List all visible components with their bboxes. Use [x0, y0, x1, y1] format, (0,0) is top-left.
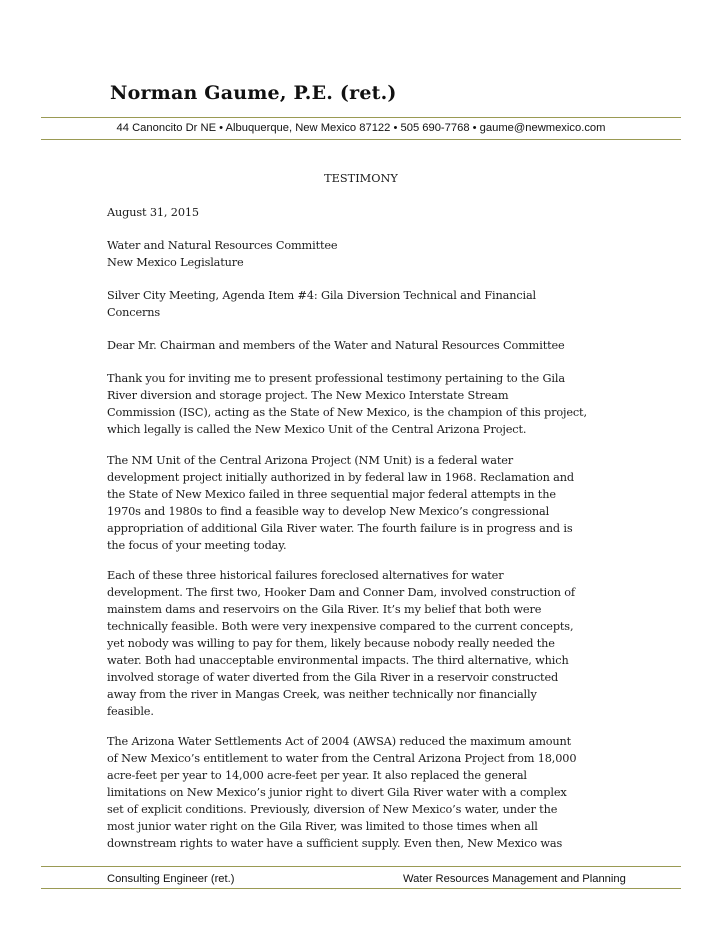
paragraph-line: The Arizona Water Settlements Act of 2004 (AWSA) reduced the maximum amount	[107, 735, 572, 748]
paragraph-line: feasible.	[107, 705, 154, 718]
subject-block	[107, 287, 627, 321]
paragraph-line: The NM Unit of the Central Arizona Project (NM Unit) is a federal water	[107, 454, 514, 467]
paragraph-line: away from the river in Mangas Creek, was neither technically nor financially	[107, 688, 537, 701]
letterhead-top-rule	[41, 117, 681, 118]
paragraph-line: Each of these three historical failures foreclosed alternatives for water	[107, 569, 504, 582]
paragraph-line: technically feasible. Both were very inexpensive compared to the current concepts,	[107, 620, 574, 633]
paragraph-line: downstream rights to water have a sufficient supply. Even then, New Mexico was	[107, 837, 563, 850]
letterhead-bottom-rule	[41, 139, 681, 140]
paragraph-line: involved storage of water diverted from the Gila River in a reservoir constructed	[107, 671, 559, 684]
subject-line: Concerns	[107, 306, 161, 319]
paragraph-line: River diversion and storage project. The New Mexico Interstate Stream	[107, 389, 509, 402]
date-line: August 31, 2015	[107, 206, 199, 219]
recipient-line: Water and Natural Resources Committee	[107, 239, 338, 252]
paragraph-line: of New Mexico’s entitlement to water from the Central Arizona Project from 18,000	[107, 752, 577, 765]
footer-left: Consulting Engineer (ret.)	[107, 873, 235, 885]
footer-bottom-rule	[41, 888, 681, 889]
paragraph-line: Thank you for inviting me to present professional testimony pertaining to the Gila	[107, 372, 565, 385]
footer-right: Water Resources Management and Planning	[403, 873, 626, 885]
paragraph-4	[107, 733, 627, 852]
paragraph-line: mainstem dams and reservoirs on the Gila River. It’s my belief that both were	[107, 603, 542, 616]
paragraph-line: the State of New Mexico failed in three sequential major federal attempts in the	[107, 488, 556, 501]
subject-line: Silver City Meeting, Agenda Item #4: Gila Diversion Technical and Financial	[107, 289, 537, 302]
letterhead-contact: 44 Canoncito Dr NE • Albuquerque, New Mexico 87122 • 505 690-7768 • gaume@newmexico.com	[116, 122, 606, 134]
paragraph-line: limitations on New Mexico’s junior right to divert Gila River water with a complex	[107, 786, 567, 799]
salutation	[107, 337, 627, 354]
paragraph-line: development project initially authorized in by federal law in 1968. Reclamation and	[107, 471, 574, 484]
paragraph-line: acre-feet per year to 14,000 acre-feet per year. It also replaced the general	[107, 769, 527, 782]
document-title: TESTIMONY	[324, 172, 398, 185]
paragraph-1	[107, 370, 627, 438]
salutation-line: Dear Mr. Chairman and members of the Water and Natural Resources Committee	[107, 339, 565, 352]
paragraph-line: the focus of your meeting today.	[107, 539, 287, 552]
paragraph-2	[107, 452, 627, 554]
footer-top-rule	[41, 866, 681, 867]
paragraph-line: yet nobody was willing to pay for them, likely because nobody really needed the	[107, 637, 555, 650]
paragraph-line: 1970s and 1980s to find a feasible way to develop New Mexico’s congressional	[107, 505, 550, 518]
document-date	[107, 204, 627, 221]
paragraph-line: development. The first two, Hooker Dam and Conner Dam, involved construction of	[107, 586, 575, 599]
paragraph-line: Commission (ISC), acting as the State of New Mexico, is the champion of this project,	[107, 406, 587, 419]
recipient-block	[107, 237, 627, 271]
paragraph-line: set of explicit conditions. Previously, diversion of New Mexico’s water, under the	[107, 803, 558, 816]
paragraph-3	[107, 567, 627, 720]
letterhead-name: Norman Gaume, P.E. (ret.)	[110, 82, 397, 104]
paragraph-line: appropriation of additional Gila River water. The fourth failure is in progress and is	[107, 522, 573, 535]
recipient-line: New Mexico Legislature	[107, 256, 244, 269]
paragraph-line: water. Both had unacceptable environmental impacts. The third alternative, which	[107, 654, 569, 667]
paragraph-line: most junior water right on the Gila River, was limited to those times when all	[107, 820, 538, 833]
paragraph-line: which legally is called the New Mexico Unit of the Central Arizona Project.	[107, 423, 527, 436]
